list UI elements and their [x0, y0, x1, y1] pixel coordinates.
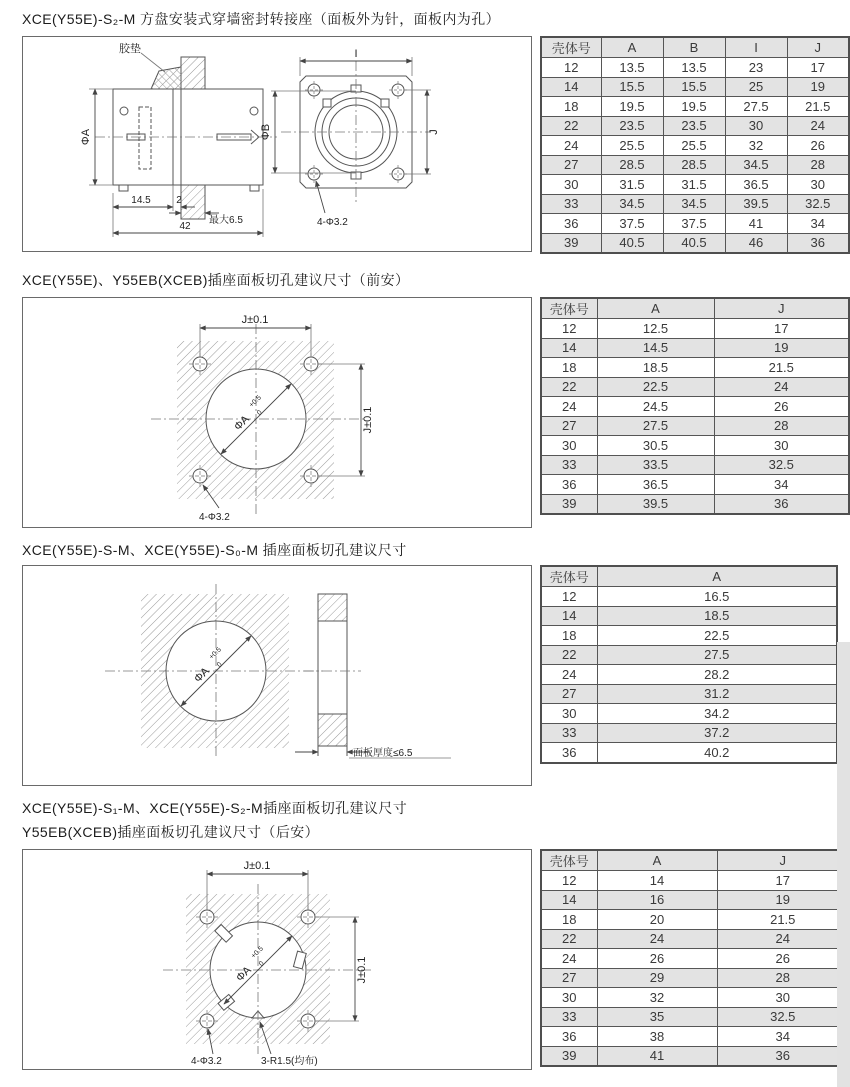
section-1-table-wrap — [540, 36, 848, 254]
table-cell: 25.5 — [663, 136, 725, 156]
shell-dimension-table-4 — [540, 849, 850, 1067]
table-cell: 37.5 — [663, 214, 725, 234]
table-cell: 21.5 — [787, 97, 849, 117]
table-cell: 24 — [717, 929, 849, 949]
column-header: A — [597, 850, 717, 871]
table-cell: 27 — [541, 968, 597, 988]
svg-text:ΦA: ΦA — [191, 665, 212, 686]
table-cell: 39 — [541, 233, 601, 253]
table-cell: 36 — [541, 1027, 597, 1047]
table-cell: 24 — [714, 377, 849, 397]
table-cell: 37.2 — [597, 723, 837, 743]
table-cell: 39.5 — [597, 494, 714, 514]
table-row — [541, 988, 849, 1008]
adapter-technical-drawing — [23, 37, 531, 251]
table-row — [541, 723, 837, 743]
table-cell: 30 — [787, 175, 849, 195]
bayonet-tab — [381, 99, 389, 107]
column-header: A — [597, 298, 714, 319]
table-row — [541, 214, 849, 234]
table-row — [541, 455, 849, 475]
table-cell: 17 — [787, 58, 849, 78]
dim-phi-a: ΦA — [80, 128, 92, 146]
panel-section-hatch-top — [318, 594, 347, 621]
table-cell: 36.5 — [725, 175, 787, 195]
table-cell: 18.5 — [597, 358, 714, 378]
table-cell: 27 — [541, 416, 597, 436]
panel-holes-label: 4-Φ3.2 — [191, 1056, 222, 1067]
table-cell: 21.5 — [714, 358, 849, 378]
table-row — [541, 338, 849, 358]
table-cell: 24 — [541, 665, 597, 685]
table-cell: 33 — [541, 194, 601, 214]
table-cell: 30 — [717, 988, 849, 1008]
table-cell: 13.5 — [601, 58, 663, 78]
table-row — [541, 77, 849, 97]
scan-edge-artifact — [837, 642, 850, 1087]
column-header: J — [787, 37, 849, 58]
table-cell: 14 — [541, 606, 597, 626]
column-header: A — [597, 566, 837, 587]
table-cell: 25 — [725, 77, 787, 97]
table-cell: 22.5 — [597, 626, 837, 646]
column-header: J — [714, 298, 849, 319]
panel-wall-hatch-bottom — [181, 185, 205, 219]
table-cell: 30 — [541, 436, 597, 456]
table-row — [541, 416, 849, 436]
table-cell: 32 — [597, 988, 717, 1008]
table-cell: 14.5 — [597, 338, 714, 358]
table-cell: 18 — [541, 97, 601, 117]
table-cell: 41 — [725, 214, 787, 234]
table-cell: 12 — [541, 871, 597, 891]
table-cell: 19 — [717, 890, 849, 910]
table-cell: 26 — [787, 136, 849, 156]
table-cell: 36 — [541, 743, 597, 763]
table-cell: 29 — [597, 968, 717, 988]
dim-j-right: J±0.1 — [362, 406, 374, 434]
table-row — [541, 397, 849, 417]
section-2-drawing-box — [22, 297, 532, 528]
dim-i: I — [354, 48, 358, 60]
table-cell: 30 — [714, 436, 849, 456]
table-row — [541, 175, 849, 195]
table-row — [541, 910, 849, 930]
svg-text:0: 0 — [256, 409, 264, 417]
table-cell: 33.5 — [597, 455, 714, 475]
table-cell: 34.5 — [725, 155, 787, 175]
section-3-drawing-box — [22, 565, 532, 786]
dim-j: J — [428, 129, 440, 135]
table-cell: 26 — [714, 397, 849, 417]
table-cell: 27.5 — [597, 645, 837, 665]
table-cell: 18 — [541, 626, 597, 646]
table-cell: 35 — [597, 1007, 717, 1027]
shell-dimension-table-2 — [540, 297, 850, 515]
table-cell: 34 — [714, 475, 849, 495]
table-row — [541, 684, 837, 704]
section-4-title: XCE(Y55E)-S₁-M、XCE(Y55E)-S₂-M插座面板切孔建议尺寸 — [22, 800, 408, 816]
table-cell: 12 — [541, 319, 597, 339]
table-row — [541, 949, 849, 969]
dim-2: 2 — [176, 195, 182, 206]
dim-42: 42 — [179, 221, 191, 232]
table-cell: 14 — [541, 890, 597, 910]
column-header: 壳体号 — [541, 298, 597, 319]
table-row — [541, 1046, 849, 1066]
svg-text:+0.5: +0.5 — [248, 394, 263, 410]
table-row — [541, 58, 849, 78]
table-cell: 15.5 — [663, 77, 725, 97]
table-cell: 40.5 — [663, 233, 725, 253]
column-header: J — [717, 850, 849, 871]
table-cell: 27 — [541, 155, 601, 175]
panel-cutout-drawing-front — [23, 298, 531, 527]
flange-front-view — [260, 48, 440, 228]
table-cell: 30 — [541, 988, 597, 1008]
table-cell: 46 — [725, 233, 787, 253]
table-cell: 28 — [714, 416, 849, 436]
table-row — [541, 377, 849, 397]
table-cell: 17 — [714, 319, 849, 339]
column-header: B — [663, 37, 725, 58]
table-row — [541, 587, 837, 607]
table-cell: 18 — [541, 910, 597, 930]
table-cell: 18 — [541, 358, 597, 378]
table-cell: 24 — [541, 136, 601, 156]
table-cell: 20 — [597, 910, 717, 930]
column-header: 壳体号 — [541, 37, 601, 58]
table-cell: 23 — [725, 58, 787, 78]
table-row — [541, 319, 849, 339]
table-row — [541, 475, 849, 495]
table-cell: 24 — [787, 116, 849, 136]
table-cell: 13.5 — [663, 58, 725, 78]
table-cell: 27.5 — [597, 416, 714, 436]
table-row — [541, 890, 849, 910]
table-cell: 30.5 — [597, 436, 714, 456]
table-cell: 41 — [597, 1046, 717, 1066]
table-cell: 32.5 — [787, 194, 849, 214]
table-row — [541, 665, 837, 685]
table-cell: 33 — [541, 1007, 597, 1027]
table-cell: 28.5 — [601, 155, 663, 175]
mounting-hole — [250, 107, 258, 115]
section-2-title: XCE(Y55E)、Y55EB(XCEB)插座面板切孔建议尺寸（前安） — [22, 272, 410, 288]
table-cell: 24 — [597, 929, 717, 949]
table-cell: 24 — [541, 949, 597, 969]
table-cell: 19 — [787, 77, 849, 97]
dim-max-6-5: 最大6.5 — [209, 215, 243, 226]
table-cell: 28 — [717, 968, 849, 988]
svg-text:ΦA: ΦA — [233, 964, 254, 985]
table-cell: 37.5 — [601, 214, 663, 234]
section-4-table-wrap — [540, 849, 848, 1067]
dim-phi-b: ΦB — [260, 123, 272, 141]
table-cell: 31.5 — [663, 175, 725, 195]
table-cell: 27 — [541, 684, 597, 704]
table-cell: 23.5 — [601, 116, 663, 136]
table-cell: 12.5 — [597, 319, 714, 339]
section-3-table-wrap — [540, 565, 836, 764]
panel-holes-label: 4-Φ3.2 — [199, 512, 230, 523]
table-cell: 22 — [541, 116, 601, 136]
table-row — [541, 436, 849, 456]
table-cell: 34.5 — [601, 194, 663, 214]
svg-text:+0.5: +0.5 — [208, 646, 223, 662]
table-cell: 12 — [541, 58, 601, 78]
table-row — [541, 358, 849, 378]
table-cell: 40.2 — [597, 743, 837, 763]
table-cell: 34.5 — [663, 194, 725, 214]
section-4-subtitle: Y55EB(XCEB)插座面板切孔建议尺寸（后安） — [22, 824, 320, 840]
table-cell: 18.5 — [597, 606, 837, 626]
panel-wall-hatch-top — [181, 57, 205, 89]
svg-text:ΦA: ΦA — [231, 413, 252, 434]
table-cell: 36 — [541, 475, 597, 495]
keyway-radius-label: 3-R1.5(均布) — [261, 1056, 318, 1067]
table-cell: 30 — [541, 704, 597, 724]
section-1-title: XCE(Y55E)-S₂-M 方盘安装式穿墙密封转接座（面板外为针，面板内为孔） — [22, 11, 501, 27]
table-cell: 33 — [541, 723, 597, 743]
table-row — [541, 929, 849, 949]
table-cell: 12 — [541, 587, 597, 607]
table-cell: 26 — [597, 949, 717, 969]
table-cell: 36 — [541, 214, 601, 234]
table-row — [541, 194, 849, 214]
table-cell: 32.5 — [717, 1007, 849, 1027]
table-cell: 21.5 — [717, 910, 849, 930]
table-cell: 19.5 — [663, 97, 725, 117]
table-cell: 27.5 — [725, 97, 787, 117]
table-cell: 14 — [541, 77, 601, 97]
table-row — [541, 233, 849, 253]
table-cell: 22.5 — [597, 377, 714, 397]
table-cell: 30 — [541, 175, 601, 195]
table-cell: 36 — [717, 1046, 849, 1066]
table-cell: 28 — [787, 155, 849, 175]
dim-14-5: 14.5 — [131, 195, 151, 206]
mounting-hole — [120, 107, 128, 115]
table-cell: 34 — [787, 214, 849, 234]
bayonet-tab — [323, 99, 331, 107]
table-cell: 24 — [541, 397, 597, 417]
table-row — [541, 606, 837, 626]
column-header: A — [601, 37, 663, 58]
table-row — [541, 97, 849, 117]
table-cell: 25.5 — [601, 136, 663, 156]
table-cell: 22 — [541, 645, 597, 665]
dim-j-top: J±0.1 — [243, 860, 271, 872]
flange-holes-label: 4-Φ3.2 — [317, 217, 348, 228]
header-row — [541, 298, 849, 319]
header-row — [541, 850, 849, 871]
table-row — [541, 136, 849, 156]
column-header: 壳体号 — [541, 850, 597, 871]
table-cell: 39.5 — [725, 194, 787, 214]
table-row — [541, 871, 849, 891]
panel-thickness-label: 面板厚度≤6.5 — [353, 748, 413, 759]
table-cell: 22 — [541, 929, 597, 949]
table-cell: 23.5 — [663, 116, 725, 136]
table-cell: 26 — [717, 949, 849, 969]
table-row — [541, 1027, 849, 1047]
table-cell: 16 — [597, 890, 717, 910]
table-row — [541, 155, 849, 175]
header-row — [541, 37, 849, 58]
dim-j-top: J±0.1 — [241, 314, 269, 326]
table-row — [541, 968, 849, 988]
table-cell: 19 — [714, 338, 849, 358]
section-2-table-wrap — [540, 297, 848, 515]
table-row — [541, 645, 837, 665]
table-cell: 30 — [725, 116, 787, 136]
svg-text:0: 0 — [258, 960, 266, 968]
table-row — [541, 494, 849, 514]
table-cell: 15.5 — [601, 77, 663, 97]
table-cell: 31.2 — [597, 684, 837, 704]
table-cell: 14 — [597, 871, 717, 891]
table-row — [541, 626, 837, 646]
column-header: 壳体号 — [541, 566, 597, 587]
table-cell: 38 — [597, 1027, 717, 1047]
section-1-drawing-box — [22, 36, 532, 252]
section-3-title: XCE(Y55E)-S-M、XCE(Y55E)-S₀-M 插座面板切孔建议尺寸 — [22, 542, 407, 558]
table-row — [541, 116, 849, 136]
panel-section-hatch-bottom — [318, 714, 347, 746]
table-cell: 19.5 — [601, 97, 663, 117]
table-row — [541, 743, 837, 763]
table-cell: 34.2 — [597, 704, 837, 724]
table-cell: 17 — [717, 871, 849, 891]
table-cell: 39 — [541, 1046, 597, 1066]
section-4-drawing-box — [22, 849, 532, 1070]
panel-cutout-drawing-plain — [23, 566, 531, 785]
dim-j-right: J±0.1 — [356, 956, 368, 984]
table-cell: 36.5 — [597, 475, 714, 495]
table-cell: 14 — [541, 338, 597, 358]
shell-dimension-table-1 — [540, 36, 850, 254]
table-cell: 22 — [541, 377, 597, 397]
gasket-label: 胶垫 — [119, 43, 141, 55]
table-cell: 39 — [541, 494, 597, 514]
table-cell: 40.5 — [601, 233, 663, 253]
header-row — [541, 566, 837, 587]
table-cell: 16.5 — [597, 587, 837, 607]
panel-side-view — [295, 594, 451, 759]
table-cell: 31.5 — [601, 175, 663, 195]
svg-text:+0.5: +0.5 — [250, 945, 265, 961]
table-cell: 24.5 — [597, 397, 714, 417]
table-cell: 32.5 — [714, 455, 849, 475]
table-row — [541, 1007, 849, 1027]
table-cell: 33 — [541, 455, 597, 475]
panel-cutout-drawing-keyed — [23, 850, 531, 1069]
table-cell: 34 — [717, 1027, 849, 1047]
table-cell: 36 — [787, 233, 849, 253]
table-cell: 32 — [725, 136, 787, 156]
column-header: I — [725, 37, 787, 58]
cross-section-view — [80, 41, 277, 237]
svg-text:0: 0 — [216, 661, 224, 669]
table-cell: 28.2 — [597, 665, 837, 685]
shell-dimension-table-3 — [540, 565, 838, 764]
table-row — [541, 704, 837, 724]
table-cell: 36 — [714, 494, 849, 514]
table-cell: 28.5 — [663, 155, 725, 175]
